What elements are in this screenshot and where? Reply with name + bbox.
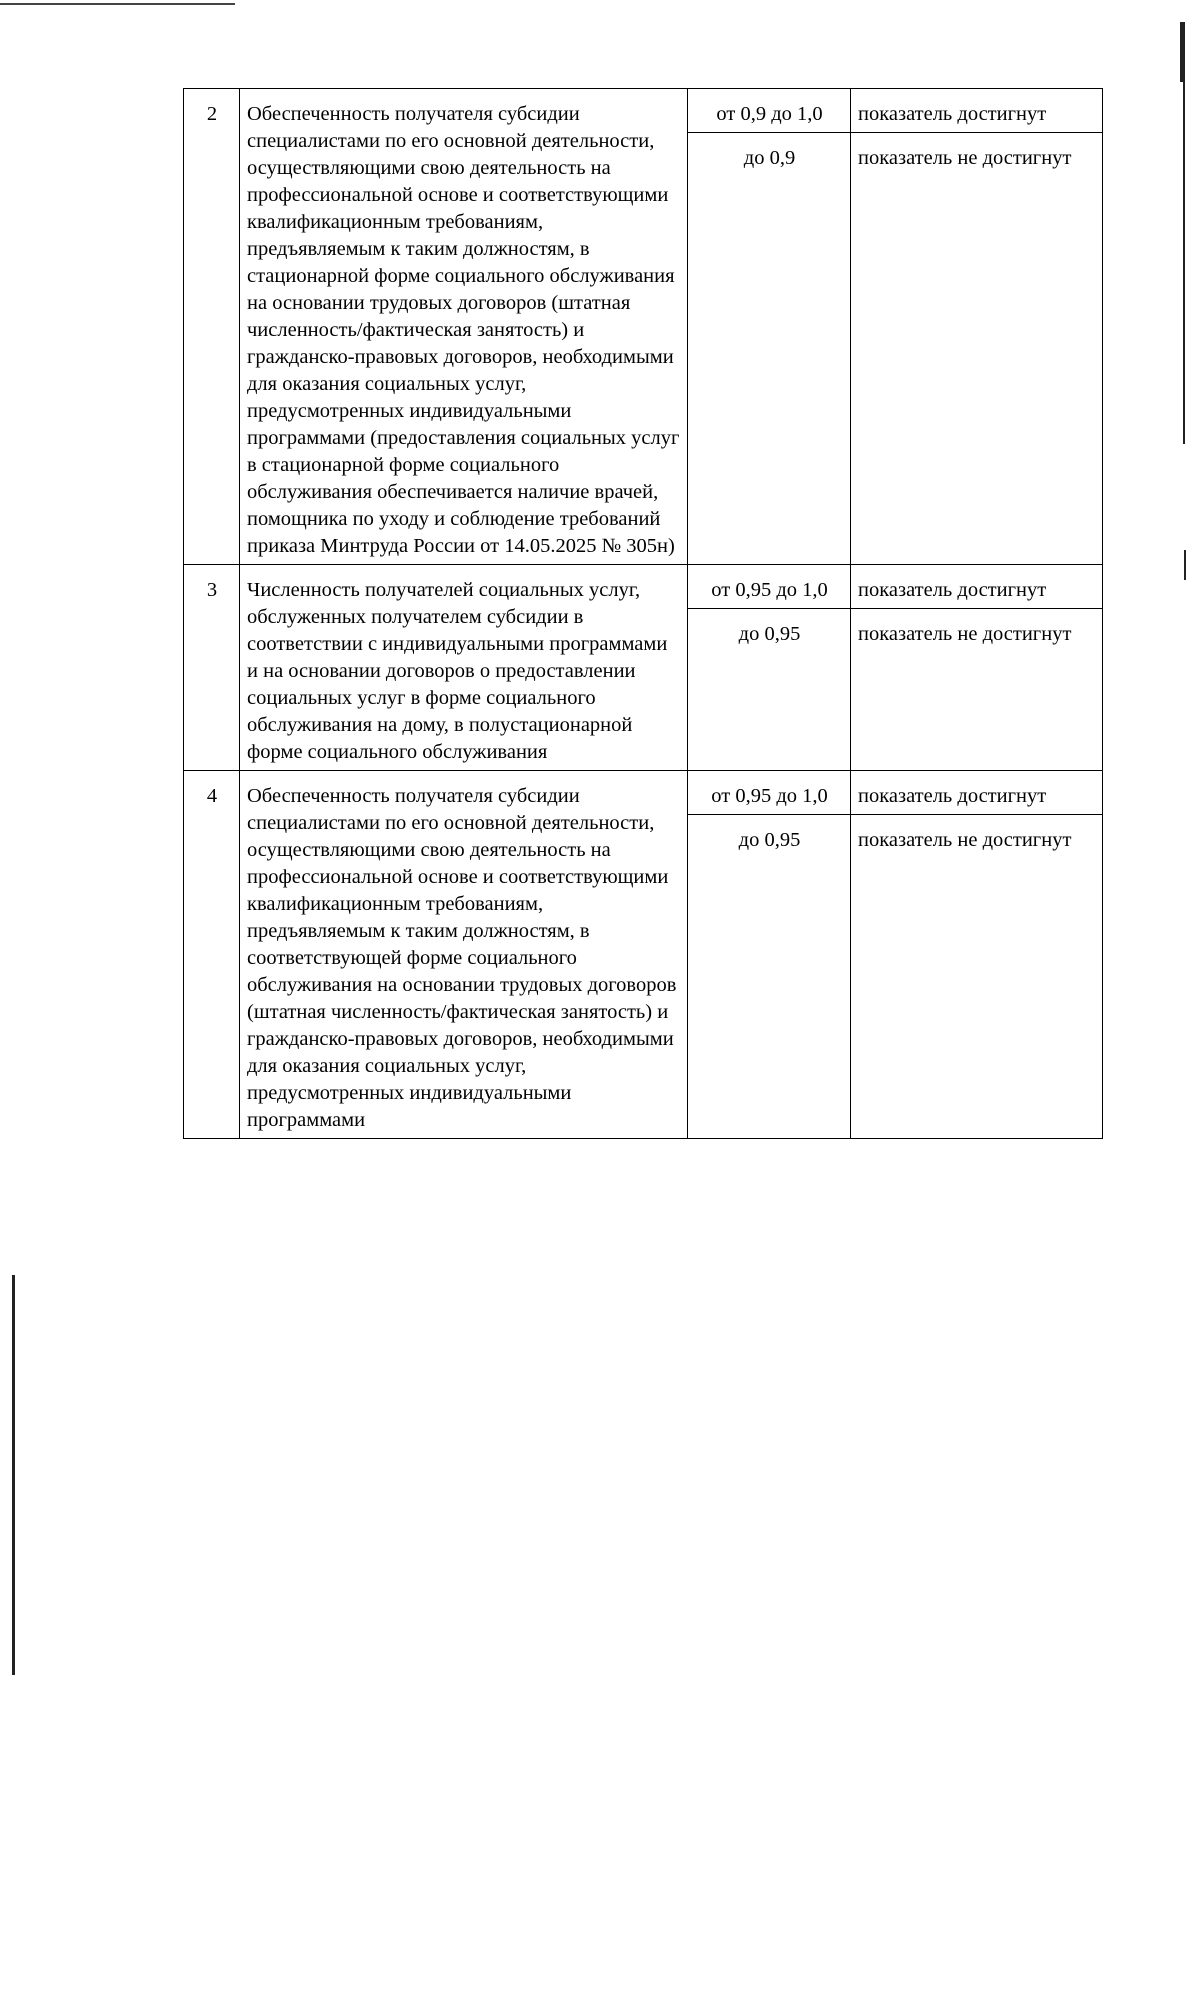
range-not-achieved: до 0,95: [688, 609, 851, 771]
criterion-description: Обеспеченность получателя субсидии специалистами по его основной деятельности, осуществляющими свою деятельность на профессиональной основе и соответствующими квалификационным требованиям, предъявляемым к таким должностям, в соответствующей форме социального обслуживания на основании трудовых договоров (штатная численность/фактическая занятость) и гражданско-правовых договоров, необходимыми для оказания социальных услуг, предусмотренных индивидуальными программами: [240, 771, 688, 1139]
criteria-table: [183, 88, 1103, 1139]
criterion-description: Численность получателей социальных услуг, обслуженных получателем субсидии в соответствии с индивидуальными программами и на основании договоров о предоставлении социальных услуг в форме социального обслуживания на дому, в полустационарной форме социального обслуживания: [240, 565, 688, 771]
table-row: [184, 565, 1103, 609]
row-number: 3: [184, 565, 240, 771]
result-achieved: показатель достигнут: [851, 771, 1103, 815]
scan-edge-mark-right: [1180, 22, 1185, 82]
table-row: [184, 771, 1103, 815]
result-not-achieved: показатель не достигнут: [851, 133, 1103, 565]
scan-edge-mark-right: [1184, 550, 1186, 580]
table-row: [184, 89, 1103, 133]
result-not-achieved: показатель не достигнут: [851, 609, 1103, 771]
criterion-description: Обеспеченность получателя субсидии специалистами по его основной деятельности, осуществляющими свою деятельность на профессиональной основе и соответствующими квалификационным требованиям, предъявляемым к таким должностям, в стационарной форме социального обслуживания на основании трудовых договоров (штатная численность/фактическая занятость) и гражданско-правовых договоров, необходимыми для оказания социальных услуг, предусмотренных индивидуальными программами (предоставления социальных услуг в стационарной форме социального обслуживания обеспечивается наличие врачей, помощника по уходу и соблюдение требований приказа Минтруда России от 14.05.2025 № 305н): [240, 89, 688, 565]
result-not-achieved: показатель не достигнут: [851, 815, 1103, 1139]
range-achieved: от 0,95 до 1,0: [688, 565, 851, 609]
scan-edge-mark-left: [12, 1275, 15, 1675]
row-number: 2: [184, 89, 240, 565]
range-not-achieved: до 0,9: [688, 133, 851, 565]
range-achieved: от 0,95 до 1,0: [688, 771, 851, 815]
range-achieved: от 0,9 до 1,0: [688, 89, 851, 133]
result-achieved: показатель достигнут: [851, 565, 1103, 609]
range-not-achieved: до 0,95: [688, 815, 851, 1139]
row-number: 4: [184, 771, 240, 1139]
scan-edge-mark-right: [1183, 82, 1185, 444]
scan-edge-line: [0, 3, 235, 5]
result-achieved: показатель достигнут: [851, 89, 1103, 133]
